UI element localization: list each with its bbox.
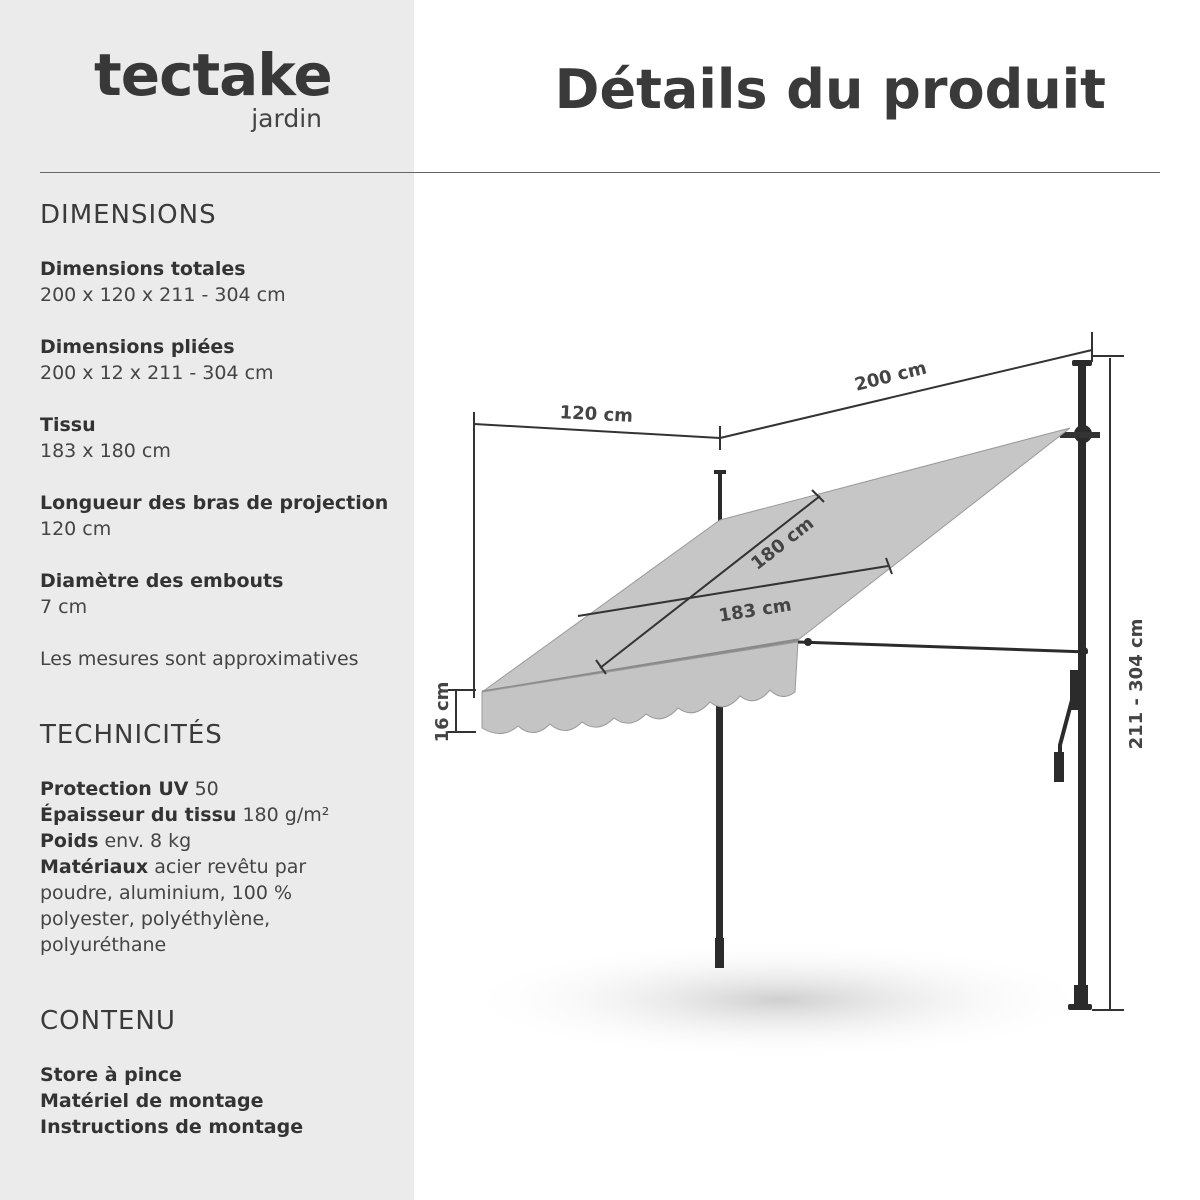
spec-label: Dimensions totales (40, 258, 246, 280)
spec-label: Tissu (40, 414, 96, 436)
technical-specs (40, 776, 380, 958)
page-title: Détails du produit (554, 58, 1106, 121)
tech-value: env. 8 kg (104, 830, 192, 852)
dim-label-width: 200 cm (852, 357, 929, 396)
spec-folded-dimensions (40, 334, 400, 386)
brand-logo (94, 40, 332, 133)
dim-label-valance: 16 cm (432, 681, 453, 743)
tech-value: 50 (194, 778, 219, 800)
spec-value: 200 x 12 x 211 - 304 cm (40, 362, 274, 384)
brand-name: tectake (94, 41, 332, 109)
spec-endcap-diameter (40, 568, 400, 620)
tech-label: Protection UV (40, 778, 189, 800)
ground-shadow (460, 940, 1100, 1060)
spec-arm-length (40, 490, 400, 542)
dim-label-fabric-depth: 180 cm (747, 512, 818, 575)
spec-label: Diamètre des embouts (40, 570, 284, 592)
crank-handle (1054, 670, 1078, 782)
measurement-note: Les mesures sont approximatives (40, 648, 359, 670)
spec-value: 183 x 180 cm (40, 440, 171, 462)
tech-weight (40, 828, 380, 854)
spec-value: 200 x 120 x 211 - 304 cm (40, 284, 286, 306)
brand-subtitle: jardin (251, 104, 322, 133)
dim-label-height: 211 - 304 cm (1126, 618, 1147, 750)
tech-label: Poids (40, 830, 99, 852)
list-item: Matériel de montage (40, 1090, 264, 1112)
contenu-heading: CONTENU (40, 1006, 176, 1036)
tech-label: Épaisseur du tissu (40, 804, 237, 826)
spec-label: Longueur des bras de projection (40, 492, 389, 514)
spec-value: 120 cm (40, 518, 112, 540)
technicites-heading: TECHNICITÉS (40, 720, 223, 750)
spec-fabric (40, 412, 400, 464)
list-item: Instructions de montage (40, 1116, 304, 1138)
spec-label: Dimensions pliées (40, 336, 235, 358)
header-divider (40, 172, 1160, 173)
right-pole (1060, 360, 1100, 1010)
tech-fabric-thickness (40, 802, 380, 828)
package-contents (40, 1062, 303, 1140)
tech-uv-protection (40, 776, 380, 802)
dimensions-heading: DIMENSIONS (40, 200, 217, 230)
tech-label: Matériaux (40, 856, 149, 878)
awning-illustration (420, 320, 1180, 1100)
dim-label-depth: 120 cm (559, 402, 634, 427)
tech-value: acier revêtu par poudre, aluminium, 100 % polyester, polyéthylène, polyuréthane (40, 856, 307, 956)
projection-arm (798, 642, 1088, 652)
tech-materials (40, 854, 380, 958)
list-item: Store à pince (40, 1064, 182, 1086)
spec-value: 7 cm (40, 596, 88, 618)
tech-value: 180 g/m² (242, 804, 330, 826)
dim-label-fabric-width: 183 cm (717, 594, 793, 627)
spec-total-dimensions (40, 256, 400, 308)
